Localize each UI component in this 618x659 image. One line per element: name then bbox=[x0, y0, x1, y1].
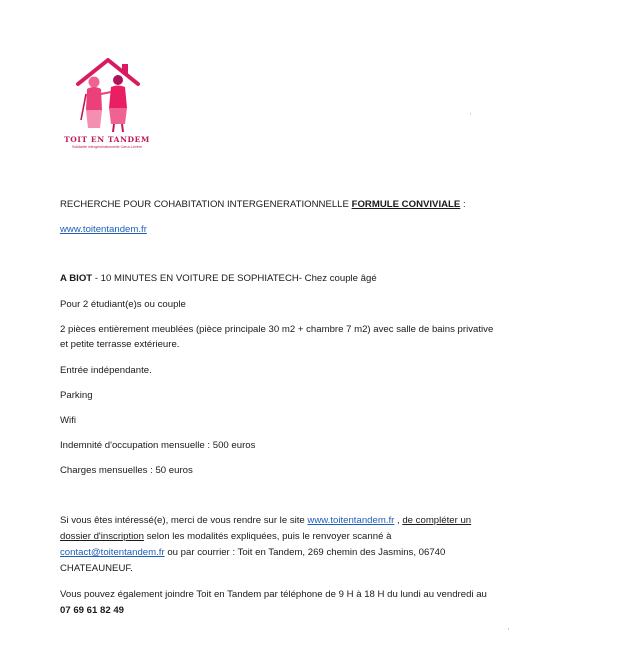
occupation-fee-line: Indemnité d'occupation mensuelle : 500 euros bbox=[60, 440, 256, 451]
charges-line: Charges mensuelles : 50 euros bbox=[60, 465, 193, 476]
rooms-line-1: 2 pièces entièrement meublées (pièce principale 30 m2 + chambre 7 m2) avec salle de bains privative bbox=[60, 324, 494, 335]
contact-postal: ou par courrier : Toit en Tandem, 269 chemin des Jasmins, 06740 bbox=[164, 547, 446, 558]
contact-line-1 bbox=[60, 514, 471, 527]
toit-en-tandem-logo bbox=[64, 58, 150, 158]
scan-speck bbox=[470, 113, 471, 115]
rooms-line-2: et petite terrasse extérieure. bbox=[60, 339, 180, 350]
scan-speck bbox=[508, 628, 509, 630]
contact-instructions: selon les modalités expliquées, puis le renvoyer scanné à bbox=[143, 531, 392, 542]
website-link[interactable]: www.toitentandem.fr bbox=[60, 224, 147, 235]
contact-website-link[interactable]: www.toitentandem.fr bbox=[307, 515, 395, 526]
website-line bbox=[60, 223, 147, 236]
contact-line-3 bbox=[60, 546, 445, 559]
contact-line-2 bbox=[60, 530, 391, 543]
contact-email-link[interactable]: contact@toitentandem.fr bbox=[60, 547, 165, 558]
contact-comma: , bbox=[394, 515, 403, 526]
location-rest: - 10 MINUTES EN VOITURE DE SOPHIATECH- Chez couple âgé bbox=[92, 273, 377, 284]
phone-number: 07 69 61 82 49 bbox=[60, 605, 125, 616]
logo-title: TOIT EN TANDEM bbox=[64, 135, 150, 144]
contact-line-4: CHATEAUNEUF. bbox=[60, 563, 133, 574]
complete-dossier-link-part2[interactable]: dossier d'inscription bbox=[60, 531, 144, 542]
logo-figures-icon bbox=[64, 58, 150, 136]
audience-line: Pour 2 étudiant(e)s ou couple bbox=[60, 299, 186, 310]
heading-prefix: RECHERCHE POUR COHABITATION INTERGENERATIONNELLE bbox=[60, 199, 352, 210]
heading-emphasis: FORMULE CONVIVIALE bbox=[351, 199, 461, 210]
parking-line: Parking bbox=[60, 390, 93, 401]
contact-intro: Si vous êtes intéressé(e), merci de vous rendre sur le site bbox=[60, 515, 308, 526]
location-line bbox=[60, 272, 377, 285]
logo-tagline: Solidarité intergénérationnelle Cœur-Lévère bbox=[72, 145, 142, 149]
complete-dossier-link-part1[interactable]: de compléter un bbox=[402, 515, 472, 526]
heading-suffix: : bbox=[460, 199, 466, 210]
wifi-line: Wifi bbox=[60, 415, 76, 426]
location-bold: A BIOT bbox=[60, 273, 93, 284]
entrance-line: Entrée indépendante. bbox=[60, 365, 152, 376]
heading-line bbox=[60, 198, 466, 211]
phone-intro-line: Vous pouvez également joindre Toit en Tandem par téléphone de 9 H à 18 H du lundi au vendredi au bbox=[60, 589, 487, 600]
